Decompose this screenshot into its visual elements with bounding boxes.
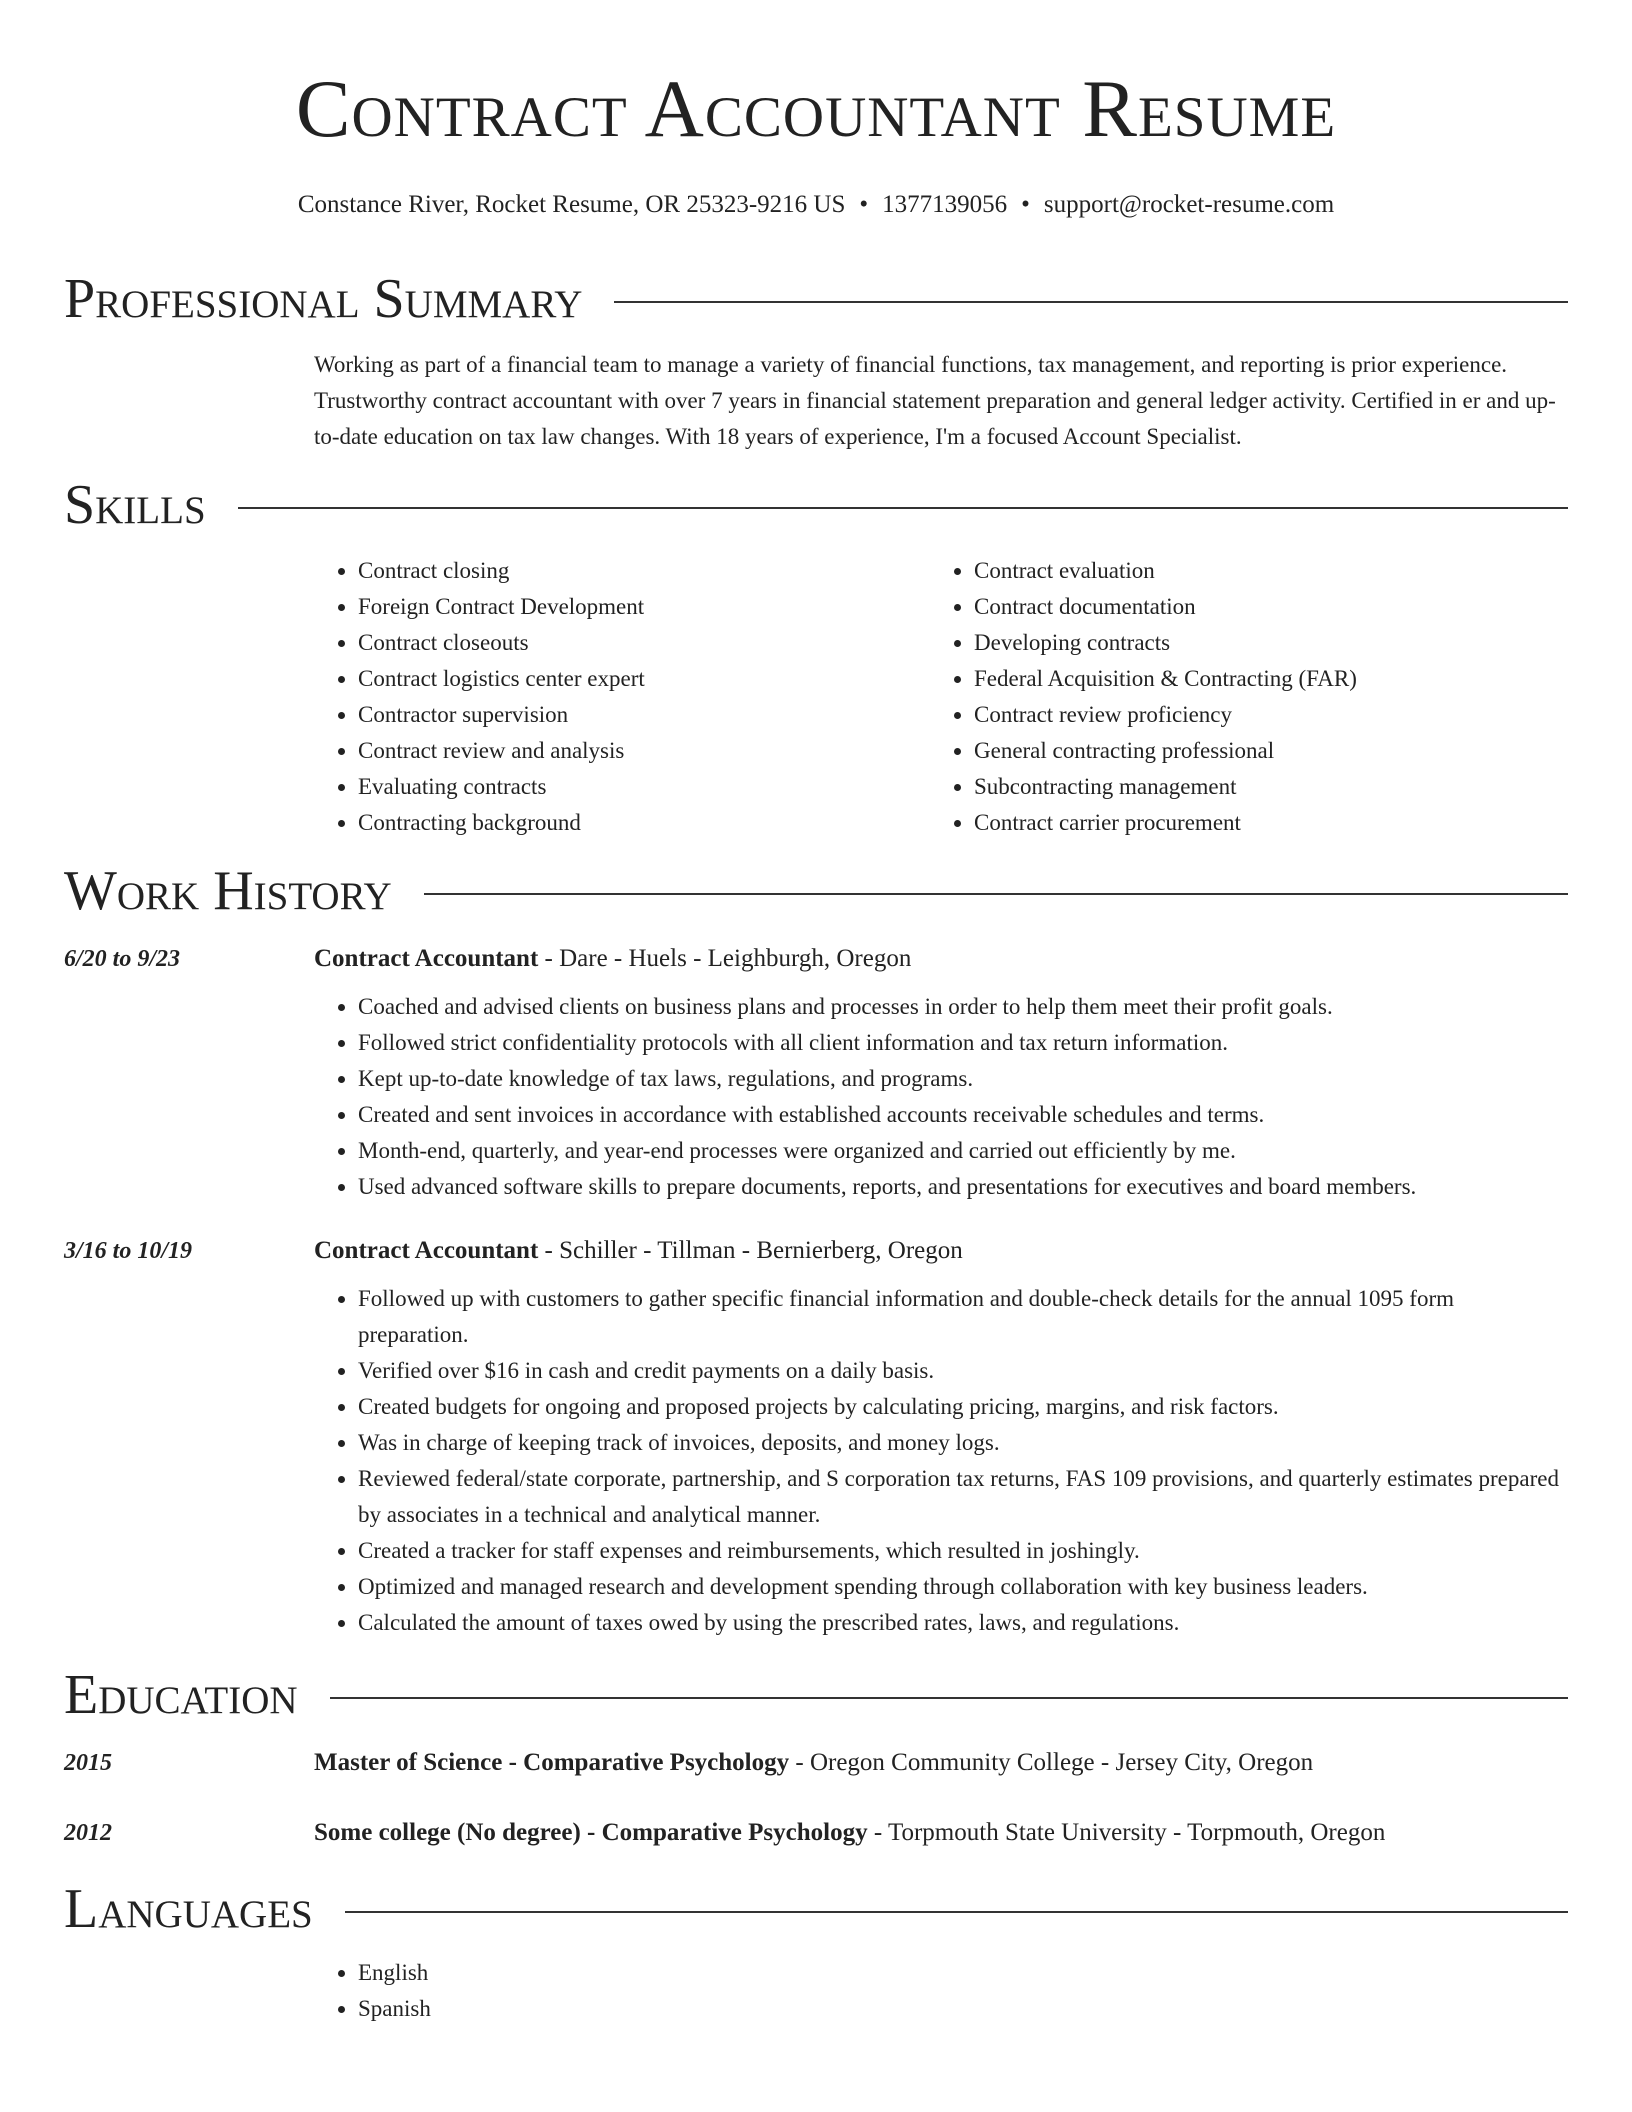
job-duty: • Followed strict confidentiality protocols with all client information and tax return information. <box>358 1025 1568 1061</box>
skills-heading: Skills <box>64 474 206 536</box>
education-details: - Oregon Community College - Jersey City, Oregon <box>789 1749 1314 1776</box>
education-year: 2012 <box>64 1820 112 1846</box>
job-duty: • Calculated the amount of taxes owed by using the prescribed rates, laws, and regulations. <box>358 1605 1568 1641</box>
skill-item: • Contractor supervision <box>358 697 930 733</box>
education-degree: Some college (No degree) - Comparative Psychology <box>314 1819 868 1846</box>
job-duty: • Used advanced software skills to prepare documents, reports, and presentations for executives and board members. <box>358 1169 1568 1205</box>
skills-column-left <box>314 553 930 841</box>
job-duty: • Created a tracker for staff expenses and reimbursements, which resulted in joshingly. <box>358 1533 1568 1569</box>
section-divider <box>424 893 1568 895</box>
skills-list-right <box>930 553 1546 841</box>
section-divider <box>614 301 1568 303</box>
education-entry <box>64 1749 1568 1777</box>
summary-text: Working as part of a financial team to manage a variety of financial functions, tax management, and reporting is prior experience. Trustworthy contract accountant with over 7 years in financial statement preparation and general ledger activity. Certified in er and up-to-date education on tax law changes. With 18 years of experience, I'm a focused Account Specialist. <box>314 352 1556 449</box>
job-header <box>64 1237 1568 1265</box>
job-duty: • Optimized and managed research and development spending through collaboration with key business leaders. <box>358 1569 1568 1605</box>
languages-section-header <box>64 1878 1568 1940</box>
skill-item: • Contract review proficiency <box>974 697 1546 733</box>
work-heading: Work History <box>64 860 392 922</box>
job-duty: • Coached and advised clients on business plans and processes in order to help them meet their profit goals. <box>358 989 1568 1025</box>
contact-address: Constance River, Rocket Resume, OR 25323-9216 US <box>297 191 846 218</box>
skill-item: • Contract closing <box>358 553 930 589</box>
skills-column-right <box>930 553 1546 841</box>
contact-line <box>64 192 1568 217</box>
skill-item: • Foreign Contract Development <box>358 589 930 625</box>
education-entry <box>64 1819 1568 1847</box>
job-entry <box>64 1237 1568 1641</box>
education-degree: Master of Science - Comparative Psychology <box>314 1749 790 1776</box>
job-duty-list <box>314 1281 1568 1641</box>
job-title: Contract Accountant <box>314 945 539 972</box>
skills-section-header <box>64 474 1568 536</box>
education-heading: Education <box>64 1664 298 1726</box>
job-dates: 3/16 to 10/19 <box>64 1238 193 1264</box>
contact-phone: 1377139056 <box>882 191 1008 218</box>
job-duty: • Month-end, quarterly, and year-end processes were organized and carried out efficiently by me. <box>358 1133 1568 1169</box>
contact-email: support@rocket-resume.com <box>1043 191 1335 218</box>
job-duty-list <box>314 989 1568 1205</box>
job-details: - Dare - Huels - Leighburgh, Oregon <box>538 945 912 972</box>
education-section-header <box>64 1664 1568 1726</box>
skill-item: • Federal Acquisition & Contracting (FAR) <box>974 661 1546 697</box>
language-item: • English <box>358 1955 1568 1991</box>
contact-separator: • <box>1021 191 1030 218</box>
skill-item: • Contract carrier procurement <box>974 805 1546 841</box>
languages-heading: Languages <box>64 1878 313 1940</box>
job-title-line <box>314 945 911 973</box>
skill-item: • Contract evaluation <box>974 553 1546 589</box>
work-section-header <box>64 860 1568 922</box>
section-divider <box>238 507 1568 509</box>
skills-columns <box>314 553 1568 841</box>
summary-heading: Professional Summary <box>64 268 583 330</box>
job-title-line <box>314 1237 963 1265</box>
languages-block <box>314 1955 1568 2027</box>
job-header <box>64 945 1568 973</box>
job-duties <box>314 1281 1568 1641</box>
education-line <box>314 1819 1385 1847</box>
contact-separator: • <box>859 191 869 218</box>
skills-list-left <box>314 553 930 841</box>
skill-item: • Contract documentation <box>974 589 1546 625</box>
job-duty: • Created budgets for ongoing and proposed projects by calculating pricing, margins, and risk factors. <box>358 1389 1568 1425</box>
job-duties <box>314 989 1568 1205</box>
section-divider <box>330 1697 1568 1699</box>
education-line <box>314 1749 1313 1777</box>
job-details: - Schiller - Tillman - Bernierberg, Oregon <box>538 1237 963 1264</box>
skill-item: • Contract review and analysis <box>358 733 930 769</box>
job-duty: • Reviewed federal/state corporate, partnership, and S corporation tax returns, FAS 109 provisions, and quarterly estimates prepared by associates in a technical and analytical manner. <box>358 1461 1568 1533</box>
page-title: Contract Accountant Resume <box>295 63 1337 154</box>
job-duty: • Was in charge of keeping track of invoices, deposits, and money logs. <box>358 1425 1568 1461</box>
job-dates: 6/20 to 9/23 <box>64 946 181 972</box>
skill-item: • General contracting professional <box>974 733 1546 769</box>
language-item: • Spanish <box>358 1991 1568 2027</box>
education-year: 2015 <box>64 1750 112 1776</box>
education-details: - Torpmouth State University - Torpmouth, Oregon <box>867 1819 1386 1846</box>
skill-item: • Developing contracts <box>974 625 1546 661</box>
job-duty: • Kept up-to-date knowledge of tax laws, regulations, and programs. <box>358 1061 1568 1097</box>
skill-item: • Evaluating contracts <box>358 769 930 805</box>
languages-list <box>314 1955 1568 2027</box>
job-duty: • Created and sent invoices in accordance with established accounts receivable schedules and terms. <box>358 1097 1568 1133</box>
job-title: Contract Accountant <box>314 1237 539 1264</box>
summary-section-header <box>64 268 1568 330</box>
job-duty: • Followed up with customers to gather specific financial information and double-check details for the annual 1095 form preparation. <box>358 1281 1568 1353</box>
section-divider <box>345 1911 1568 1913</box>
job-duty: • Verified over $16 in cash and credit payments on a daily basis. <box>358 1353 1568 1389</box>
skill-item: • Contracting background <box>358 805 930 841</box>
skill-item: • Contract logistics center expert <box>358 661 930 697</box>
job-entry <box>64 945 1568 1205</box>
skill-item: • Subcontracting management <box>974 769 1546 805</box>
skill-item: • Contract closeouts <box>358 625 930 661</box>
